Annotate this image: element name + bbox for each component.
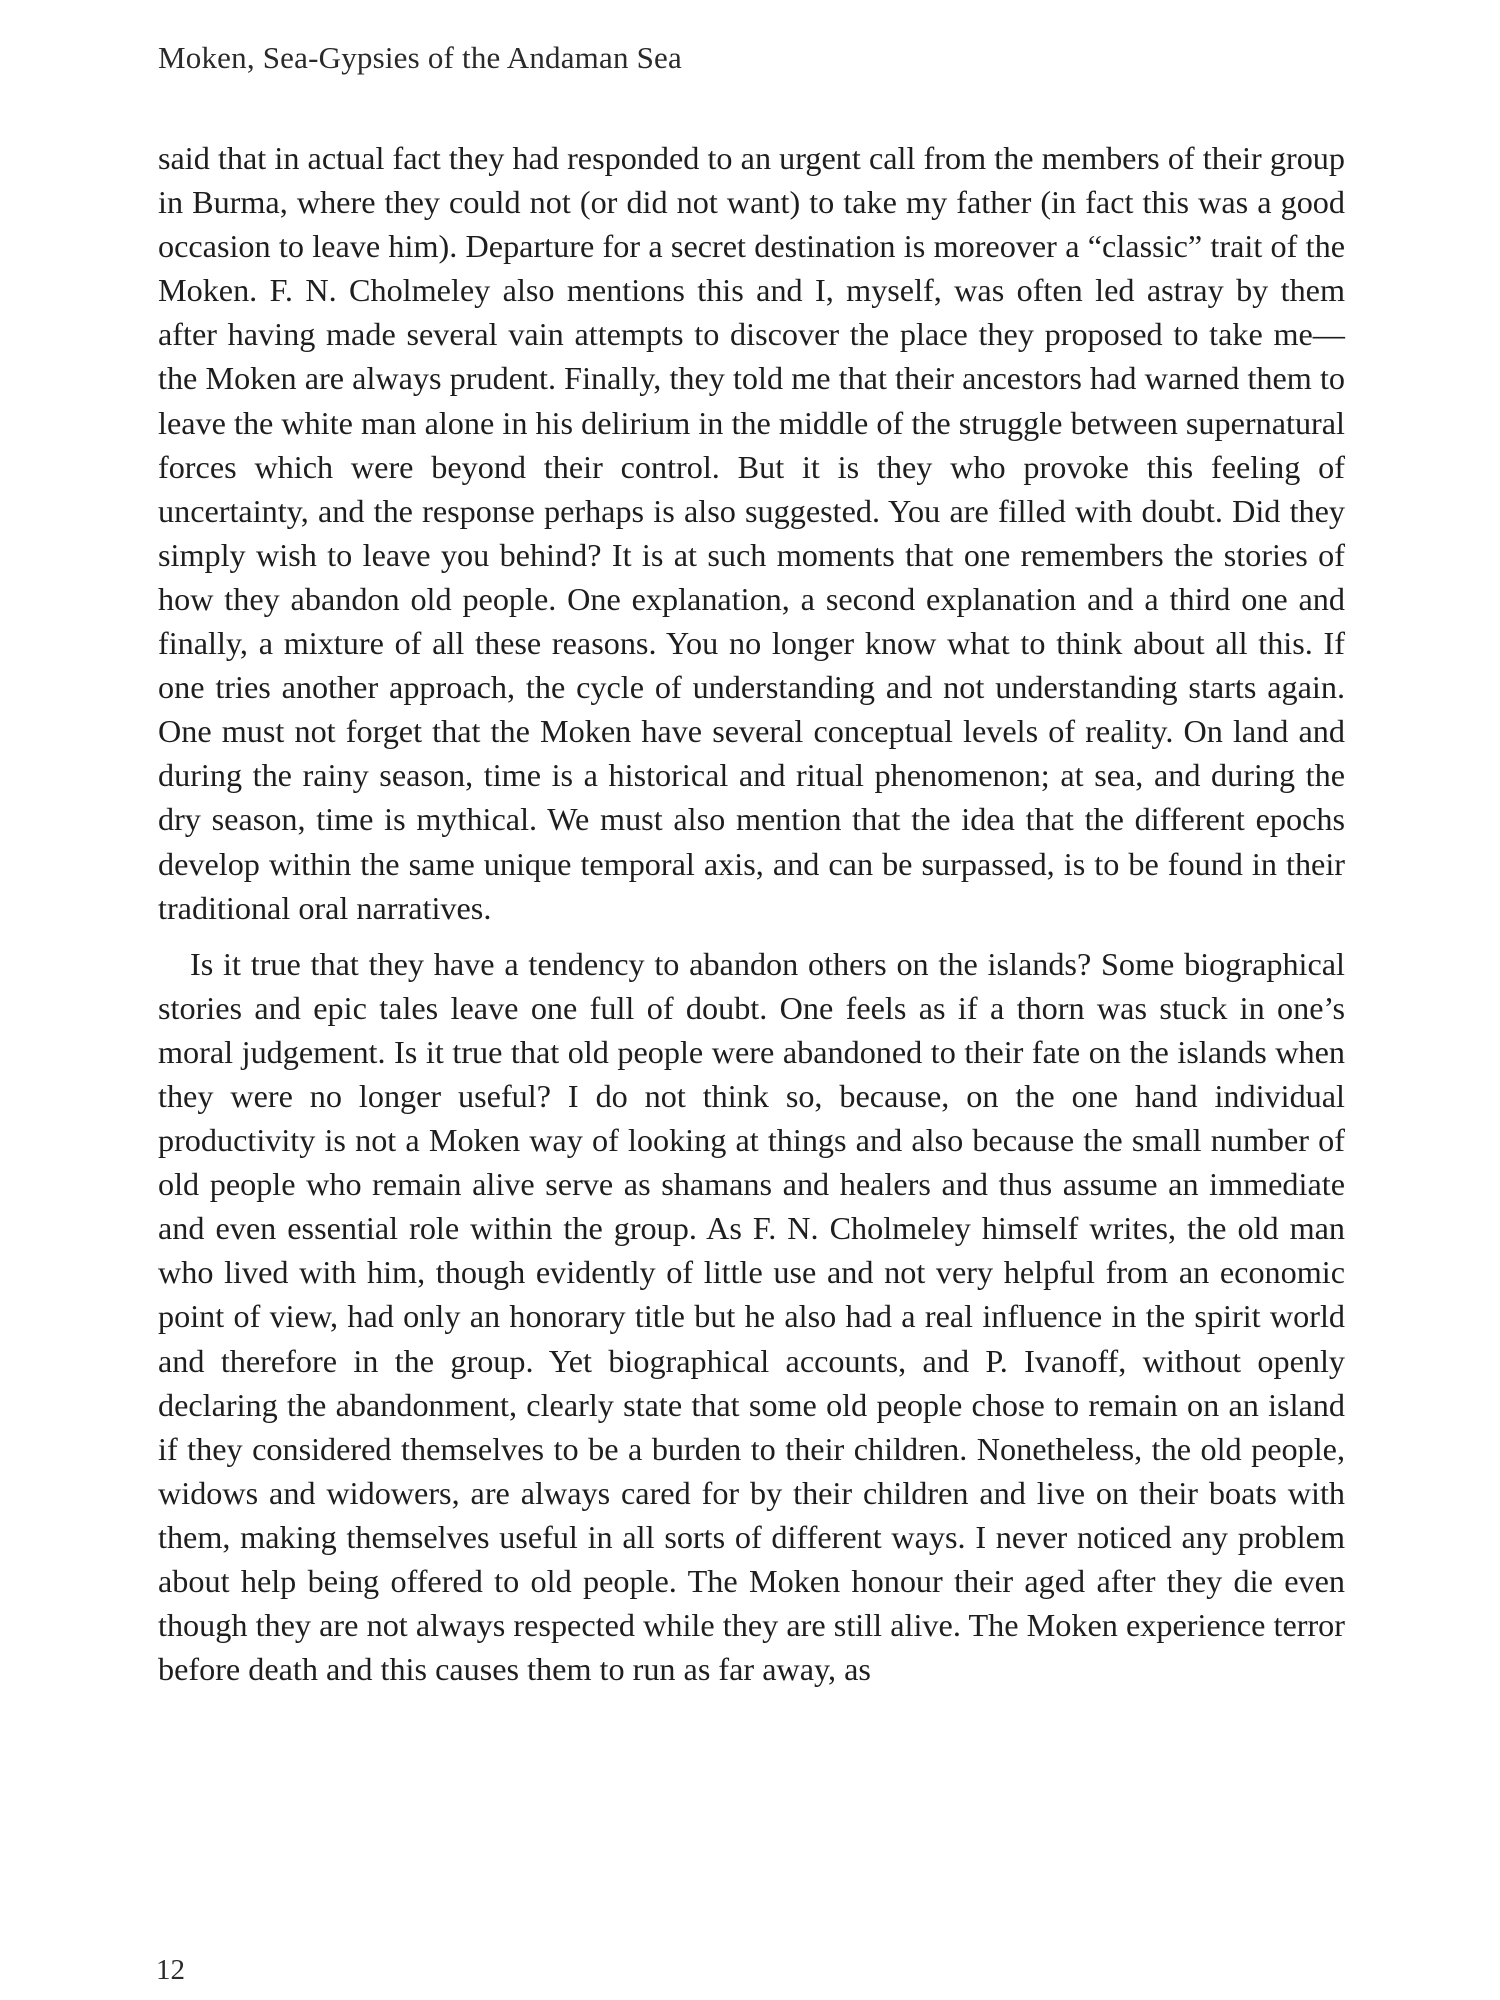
body-text: [158, 136, 1345, 1691]
paragraph-1: said that in actual fact they had responded to an urgent call from the members of their group in Burma, where they could not (or did not want) to take my father (in fact this was a good occasion to leave him). Departure for a secret destination is moreover a “classic” trait of the Moken. F. N. Cholmeley also mentions this and I, myself, was often led astray by them after having made several vain attempts to discover the place they proposed to take me—the Moken are always prudent. Finally, they told me that their ancestors had warned them to leave the white man alone in his delirium in the middle of the struggle between supernatural forces which were beyond their control. But it is they who provoke this feeling of uncertainty, and the response perhaps is also suggested. You are filled with doubt. Did they simply wish to leave you behind? It is at such moments that one remembers the stories of how they abandon old people. One explanation, a second explanation and a third one and finally, a mixture of all these reasons. You no longer know what to think about all this. If one tries another approach, the cycle of understanding and not understanding starts again. One must not forget that the Moken have several conceptual levels of reality. On land and during the rainy season, time is a historical and ritual phenomenon; at sea, and during the dry season, time is mythical. We must also mention that the idea that the different epochs develop within the same unique temporal axis, and can be surpassed, is to be found in their traditional oral narratives.: [158, 140, 1345, 926]
paragraph-2: Is it true that they have a tendency to abandon others on the islands? Some biographical stories and epic tales leave one full of doubt. One feels as if a thorn was stuck in one’s moral judgement. Is it true that old people were abandoned to their fate on the islands when they were no longer useful? I do not think so, because, on the one hand individual productivity is not a Moken way of looking at things and also because the small number of old people who remain alive serve as shamans and healers and thus assume an immediate and even essential role within the group. As F. N. Cholmeley himself writes, the old man who lived with him, though evidently of little use and not very helpful from an economic point of view, had only an honorary title but he also had a real influence in the spirit world and therefore in the group. Yet biographical accounts, and P. Ivanoff, without openly declaring the abandonment, clearly state that some old people chose to remain on an island if they considered themselves to be a burden to their children. Nonetheless, the old people, widows and widowers, are always cared for by their children and live on their boats with them, making themselves useful in all sorts of different ways. I never noticed any problem about help being offered to old people. The Moken honour their aged after they die even though they are not always respected while they are still alive. The Moken experience terror before death and this causes them to run as far away, as: [158, 945, 1345, 1688]
page-number: 12: [156, 1954, 185, 1986]
running-head-title: Moken, Sea-Gypsies of the Andaman Sea: [158, 40, 682, 75]
